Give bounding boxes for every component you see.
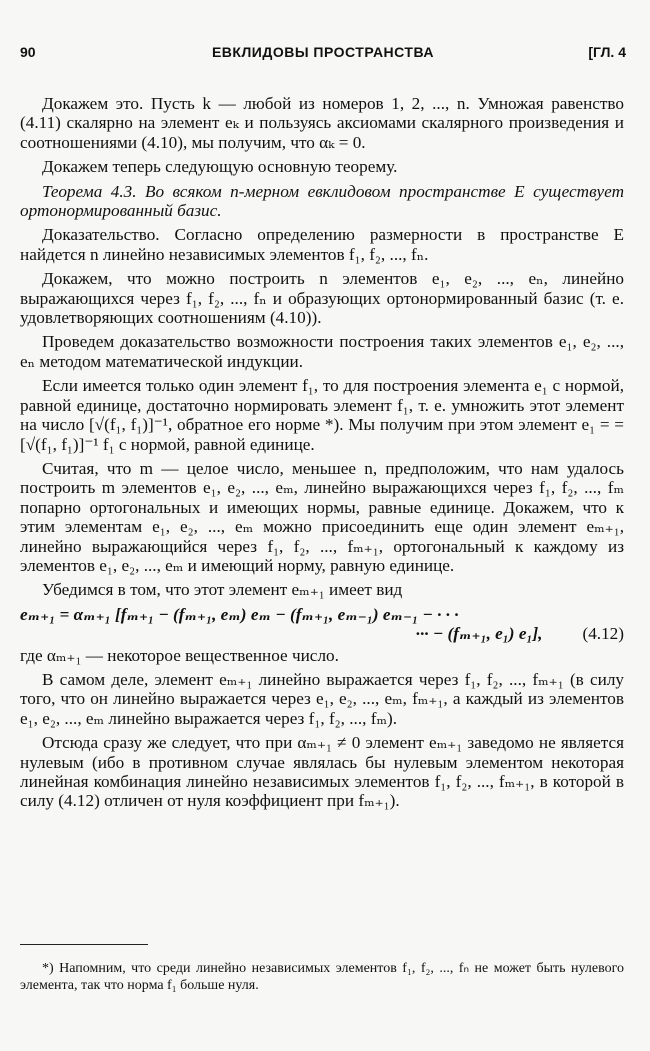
main-text — [20, 94, 624, 816]
footnote: *) Напомним, что среди линейно независимых элементов f₁, f₂, ..., fₙ не может быть нулевого элемента, так что норма f₁ больше нуля. — [20, 961, 624, 993]
paragraph: Проведем доказательство возможности построения таких элементов e₁, e₂, ..., eₙ методом математической индукции. — [20, 332, 624, 371]
running-header — [20, 44, 626, 66]
proof-paragraph: Доказательство. Согласно определению размерности в пространстве E найдется n линейно независимых элементов f₁, f₂, ..., fₙ. — [20, 225, 624, 264]
paragraph: Докажем это. Пусть k — любой из номеров 1, 2, ..., n. Умножая равенство (4.11) скалярно на элемент eₖ и пользуясь аксиомами скалярного произведения и соотношениями (4.10), мы получим, что αₖ = 0. — [20, 94, 624, 152]
equation-line-2 — [20, 624, 624, 643]
paragraph: Считая, что m — целое число, меньшее n, предположим, что нам удалось построить m элементов e₁, e₂, ..., eₘ, линейно выражающихся через f₁, f₂, ..., fₘ попарно ортогональных и имеющих нормы, равные единице. Докажем, что к этим элементам e₁, e₂, ..., eₘ можно присоединить еще один элемент eₘ₊₁, линейно выражающийся через f₁, f₂, ..., fₘ₊₁, ортогональный к каждому из элементов e₁, e₂, ..., eₘ и имеющий норму, равную единице. — [20, 458, 624, 575]
equation-number: (4.12) — [582, 624, 624, 644]
equation-4-12 — [20, 605, 624, 644]
paragraph: Если имеется только один элемент f₁, то для построения элемента e₁ с нормой, равной единице, достаточно нормировать элемент f₁, т. е. умножить этот элемент на число [√(f₁, f₁)]⁻¹, обратное его норме *). Мы получим при этом элемент e₁ = = [√(f₁, f₁)]⁻¹ f₁ с нормой, равной единице. — [20, 376, 624, 454]
paragraph: где αₘ₊₁ — некоторое вещественное число. — [20, 645, 339, 665]
paragraph: Убедимся в том, что этот элемент eₘ₊₁ имеет вид — [42, 580, 403, 600]
running-title: ЕВКЛИДОВЫ ПРОСТРАНСТВА — [211, 44, 435, 60]
page-number: 90 — [20, 44, 36, 60]
paragraph: Отсюда сразу же следует, что при αₘ₊₁ ≠ 0 элемент eₘ₊₁ заведомо не является нулевым (ибо в противном случае являлась бы нулевым элементом некоторая линейная комбинация линейно независимых элементов f₁, f₂, ..., fₘ₊₁, в которой в силу (4.12) отличен от нуля коэффициент при fₘ₊₁). — [20, 733, 624, 811]
equation-line-1: eₘ₊₁ = αₘ₊₁ [fₘ₊₁ − (fₘ₊₁, eₘ) eₘ − (fₘ₊₁, eₘ₋₁) eₘ₋₁ − · · · — [20, 604, 459, 624]
paragraph: Докажем теперь следующую основную теорему. — [42, 157, 398, 177]
footnote-separator — [20, 944, 148, 945]
paragraph: В самом деле, элемент eₘ₊₁ линейно выражается через f₁, f₂, ..., fₘ₊₁ (в силу того, что он линейно выражается через e₁, e₂, ..., eₘ, fₘ₊₁, а каждый из элементов e₁, e₂, ..., eₘ линейно выражается через f₁, f₂, ..., fₘ). — [20, 669, 624, 728]
theorem-statement: Теорема 4.3. Во всяком n-мерном евклидовом пространстве E существует ортонормированный базис. — [20, 181, 624, 221]
paragraph: Докажем, что можно построить n элементов e₁, e₂, ..., eₙ, линейно выражающихся через f₁, f₂, ..., fₙ и образующих ортонормированный базис (т. е. удовлетворяющих соотношениям (4.10)). — [20, 269, 624, 328]
equation-line-2-text: ··· − (fₘ₊₁, e₁) e₁], — [415, 624, 543, 644]
chapter-marker: [ГЛ. 4 — [588, 44, 626, 60]
